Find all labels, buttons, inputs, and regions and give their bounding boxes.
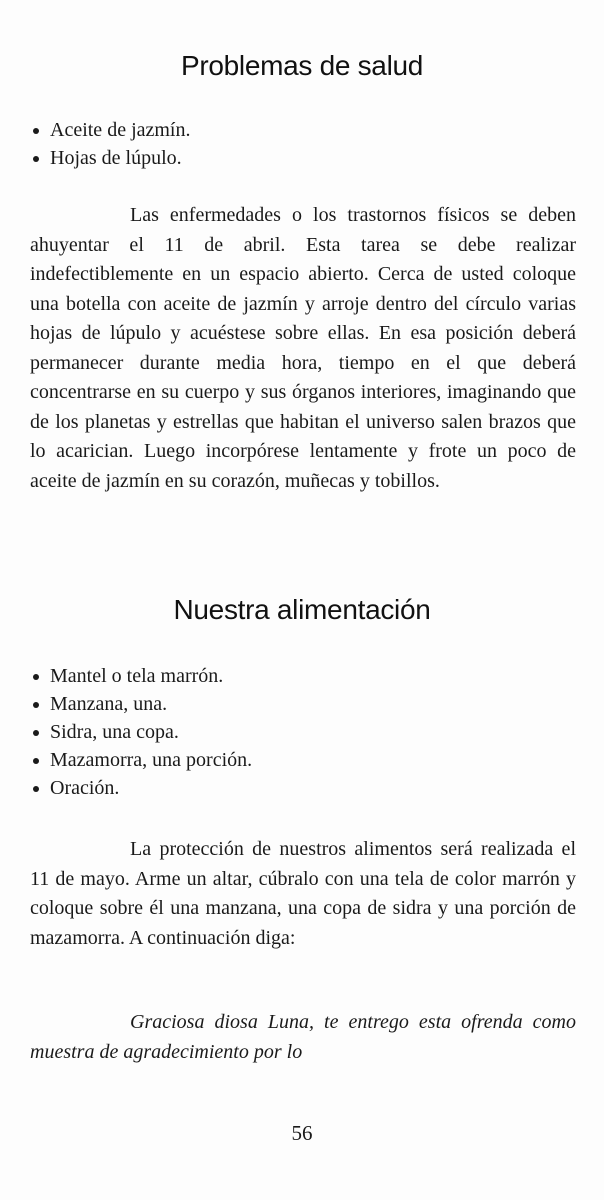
list-item: Sidra, una copa. [30,718,252,746]
list-item: Hojas de lúpulo. [30,144,191,172]
section-title-food: Nuestra alimentación [173,594,431,625]
food-items-list [30,662,252,802]
list-item: Manzana, una. [30,690,252,718]
health-items-list [30,116,191,172]
list-item: Aceite de jazmín. [30,116,191,144]
prayer-text: Graciosa diosa Luna, te entrego esta ofrenda como muestra de agradecimiento por lo [30,1011,576,1063]
list-item: Oración. [30,774,252,802]
list-item: Mazamorra, una porción. [30,746,252,774]
list-item: Mantel o tela marrón. [30,662,252,690]
food-paragraph: La protección de nuestros alimentos será realizada el 11 de mayo. Arme un altar, cúbralo con una tela de color marrón y coloque sobre él una manzana, una copa de sidra y una porción de mazamorra. A continuación diga: [30,838,576,949]
health-paragraph: Las enfermedades o los trastornos físicos se deben ahuyentar el 11 de abril. Esta tarea se debe realizar indefectiblemente en un espacio abierto. Cerca de usted coloque una botella con aceite de jazmín y arroje dentro del círculo varias hojas de lúpulo y acuéstese sobre ellas. En esa posición deberá permanecer durante media hora, tiempo en el que deberá concentrarse en su cuerpo y sus órganos interiores, imaginando que de los planetas y estrellas que habitan el universo salen brazos que lo acarician. Luego incorpórese lentamente y frote un poco de aceite de jazmín en su corazón, muñecas y tobillos. [30,204,576,492]
page-number: 56 [291,1121,313,1145]
section-title-health: Problemas de salud [180,50,424,81]
